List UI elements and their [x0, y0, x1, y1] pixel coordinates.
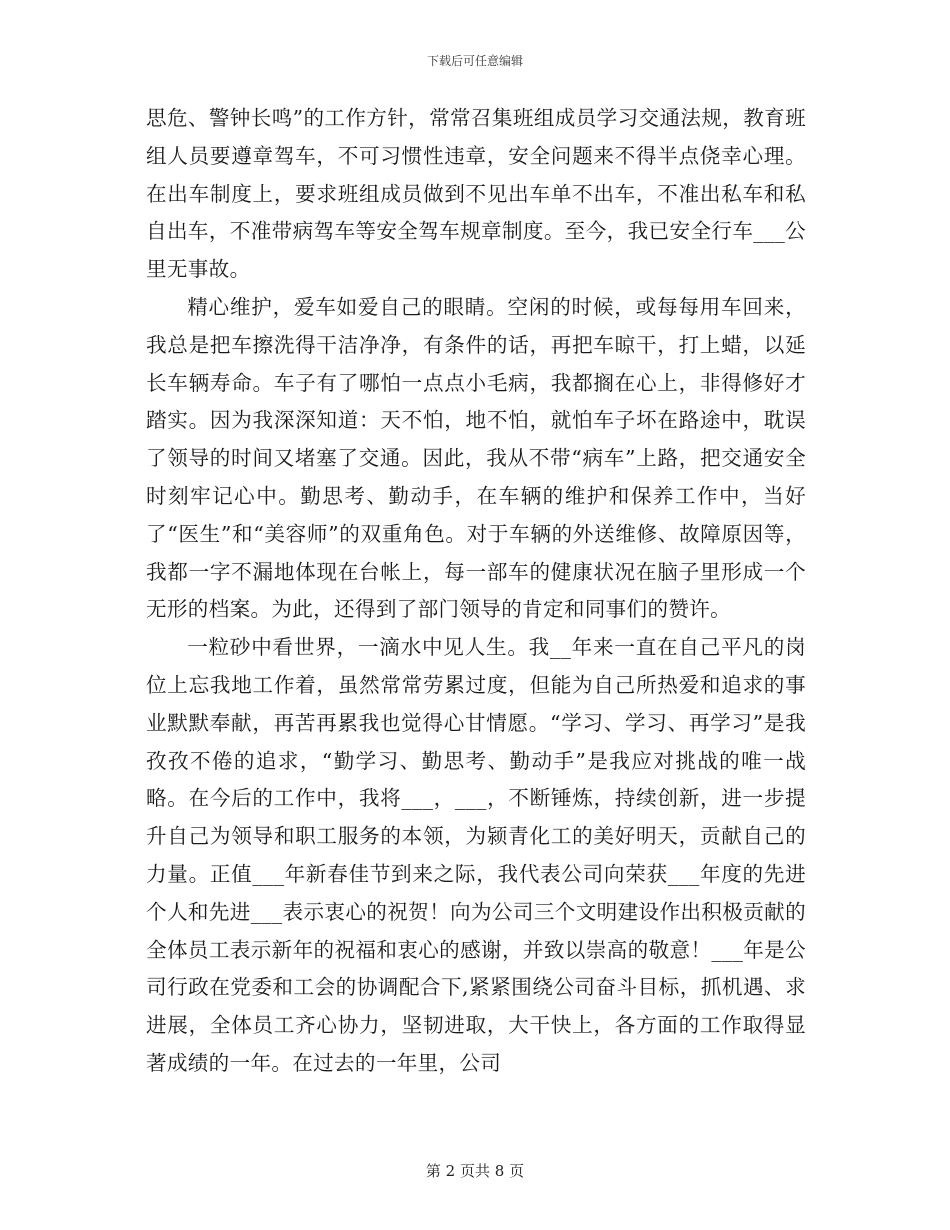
- page-header-note: 下载后可任意编辑: [426, 54, 523, 68]
- page-number: 第 2 页共 8 页: [425, 1162, 525, 1180]
- paragraph-vehicle-maintenance: 精心维护，爱车如爱自己的眼睛。空闲的时候，或每每用车回来，我总是把车擦洗得干洁净净，有条件的话，再把车晾干，打上蜡，以延长车辆寿命。车子有了哪怕一点点小毛病，我都搁在心上，非得修好才踏实。因为我深深知道：天不怕，地不怕，就怕车子坏在路途中，耽误了领导的时间又堵塞了交通。因此，我从不带“病车”上路，把交通安全时刻牢记心中。勤思考、勤动手，在车辆的维护和保养工作中，当好了“医生”和“美容师”的双重角色。对于车辆的外送维修、故障原因等，我都一字不漏地体现在台帐上，每一部车的健康状况在脑子里形成一个无形的档案。为此，还得到了部门领导的肯定和同事们的赞许。: [146, 294, 806, 622]
- paragraph-continuation: 思危、警钟长鸣”的工作方针，常常召集班组成员学习交通法规，教育班组人员要遵章驾车，不可习惯性违章，安全问题来不得半点侥幸心理。在出车制度上，要求班组成员做到不见出车单不出车，不准出私车和私自出车，不准带病驾车等安全驾车规章制度。至今，我已安全行车___公里无事故。: [146, 106, 806, 282]
- paragraph-closing-remarks: 一粒砂中看世界，一滴水中见人生。我__年来一直在自己平凡的岗位上忘我地工作着，虽然常常劳累过度，但能为自己所热爱和追求的事业默默奉献，再苦再累我也觉得心甘情愿。“学习、学习、再学习”是我孜孜不倦的追求，“勤学习、勤思考、勤动手”是我应对挑战的唯一战略。在今后的工作中，我将___，___，不断锤炼，持续创新，进一步提升自己为领导和职工服务的本领，为颍青化工的美好明天，贡献自己的力量。正值___年新春佳节到来之际，我代表公司向荣获___年度的先进个人和先进___表示衷心的祝贺！向为公司三个文明建设作出积极贡献的全体员工表示新年的祝福和衷心的感谢，并致以崇高的敬意！___年是公司行政在党委和工会的协调配合下,紧紧围绕公司奋斗目标，抓机遇、求进展，全体员工齐心协力，坚韧进取，大干快上，各方面的工作取得显著成绩的一年。在过去的一年里，公司: [146, 635, 806, 1075]
- document-body: [146, 100, 806, 1083]
